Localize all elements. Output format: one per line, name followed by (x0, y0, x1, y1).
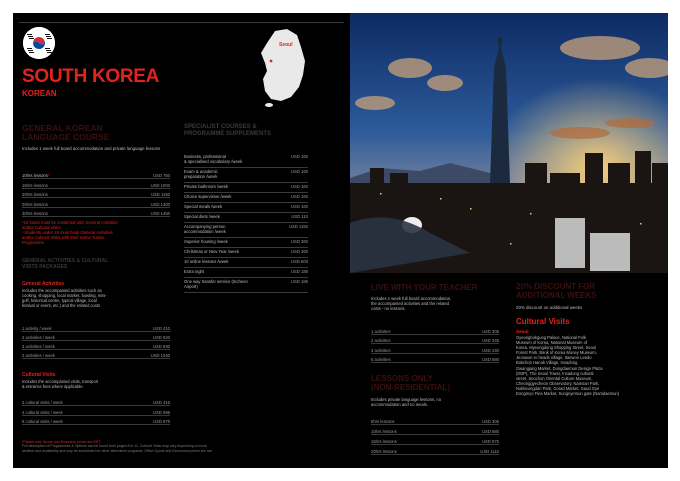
label-text: 5hrs lessons (371, 419, 395, 424)
desc-line: Includes the accompanied activities such as (22, 288, 102, 293)
supplement-label-line: Superior housing /week (184, 239, 228, 244)
course-heading-line: GENERAL KOREAN (22, 123, 103, 133)
supplement-label (184, 194, 231, 202)
price-row (371, 449, 499, 455)
footnote-line: Full description of Programmes & Options can be found from pages 8 to 11. Cultural Visits may vary depending on local (22, 444, 207, 449)
label-text: 3 activities (371, 347, 391, 353)
supplement-label-line: Private bathroom /week (184, 184, 228, 189)
supplement-row (184, 169, 308, 183)
label-text: 2 cultural visits / week (22, 400, 63, 405)
price-row-label (371, 357, 391, 362)
desc-line: Cheonggyecheon Observatory, Namsan Park, (516, 380, 600, 386)
price-row-value: USD 620 (153, 335, 170, 340)
supplement-price: USD 160 (291, 169, 308, 174)
discount-heading-line: 20% DISCOUNT FOR (516, 282, 596, 291)
label-text: 6 cultural visits / week (22, 419, 63, 424)
supplement-row (184, 204, 308, 213)
price-row-label (22, 410, 63, 415)
price-row-label (371, 348, 391, 353)
price-row-label (22, 419, 63, 424)
price-row (371, 429, 499, 435)
label-text: 15hrs lessons (22, 182, 48, 188)
price-row (371, 419, 499, 425)
price-row-label (22, 353, 55, 358)
supplement-label-line: preparation /week (184, 174, 218, 179)
note-line: and/or Cultural Visits with their Home Tuition (22, 235, 105, 240)
price-row-value: USD 580 (482, 429, 499, 434)
supplement-label (184, 154, 242, 167)
cultural-city: Seoul (516, 329, 529, 334)
price-row (22, 419, 170, 425)
label-text: 30hrs lessons (22, 211, 48, 216)
course-notes (22, 220, 182, 245)
desc-line: Includes the accompanied visits, transport (22, 379, 99, 384)
supplement-label-line: Christmas or New Year /week (184, 249, 239, 254)
price-row-label (22, 211, 48, 216)
price-row-label (371, 338, 391, 343)
desc-line: accommodation and no meals. (371, 402, 429, 408)
price-row (22, 326, 170, 332)
price-row (22, 353, 170, 359)
price-row-label (371, 429, 397, 434)
price-row-value: USD 1150 (150, 192, 170, 197)
price-row (22, 211, 170, 217)
price-row-value: USD 440 (482, 347, 499, 353)
price-row-value: USD 830 (153, 344, 170, 349)
price-row-label (22, 192, 48, 197)
supplement-row (184, 194, 308, 203)
label-text: 1 activity / week (22, 326, 52, 331)
label-text: 1 activities (371, 329, 391, 334)
price-row-value: USD 410 (153, 326, 170, 331)
cultural-visits-desc (22, 379, 172, 389)
price-row-label (22, 335, 55, 340)
desc-line: (DDP), The Seoul Tower, Insadong cultural (516, 370, 594, 376)
price-row (22, 335, 170, 341)
price-row-value: USD 1040 (150, 353, 170, 358)
lessons-only-desc (371, 397, 521, 407)
live-with-teacher-heading: LIVE WITH YOUR TEACHER (371, 283, 478, 292)
label-text: 3 activities / week (22, 344, 55, 349)
price-row (371, 348, 499, 354)
price-row-label (371, 329, 391, 334)
desc-line: Dongmyo Flea Market, Sungnyemun gate (Namdaemun) (516, 391, 620, 397)
price-row-value: USD 750 (153, 173, 170, 178)
desc-line: & entrance fees where applicable. (22, 384, 84, 389)
cultural-visits-heading: Cultural Visits (516, 317, 570, 326)
supplement-price: USD 360 (291, 239, 308, 244)
note-line: *10 hours must be combined with General Activities (22, 220, 118, 225)
course-desc: Includes 1 week full board accommodation and private language lessons (22, 146, 161, 151)
packages-heading-line: VISITS PACKAGES (22, 264, 68, 270)
desc-line: Gwangjang Market, Dongdaemun Design Plaza (516, 365, 603, 371)
label-text: 10hrs lessons (371, 429, 397, 434)
price-row-label (22, 344, 55, 349)
korea-map-icon (253, 27, 313, 111)
price-row (371, 357, 499, 363)
note-line: ¹ Students under 18 must book General Activities (22, 230, 113, 235)
label-text: 25hrs lessons (22, 201, 48, 207)
price-row-value: USD 875 (482, 439, 499, 444)
price-row-value: USD 345 (482, 338, 499, 344)
price-row-label (371, 419, 395, 424)
supplement-label (184, 204, 222, 212)
note-marker: * (47, 173, 50, 178)
price-row-label (22, 326, 52, 331)
supplement-price: USD 360 (291, 249, 308, 254)
general-activities-desc (22, 288, 172, 308)
price-row (22, 173, 170, 179)
supplement-label (184, 184, 228, 192)
desc-line: Korea, Myeongdong Shopping Street, Seoul (516, 345, 597, 351)
supplement-price: USD 1150 (288, 224, 308, 229)
supplements-heading (184, 124, 271, 138)
top-rule (19, 22, 344, 23)
label-text: 4 cultural visits / week (22, 409, 63, 415)
lessons-only-heading-line: (NON-RESIDENTIAL) (371, 382, 451, 392)
supplement-label-line: Accompanying person (184, 224, 226, 229)
footnote-line: weather and availability and may be substituted for other alternative programs. Office Sports and Excursions prices are net (22, 448, 212, 453)
supplement-label (184, 214, 220, 222)
supplement-row (184, 269, 308, 278)
desc-line: Includes private language lessons, no (371, 397, 442, 402)
desc-line: cooking, shopping, local market, bowling, mini- (22, 293, 107, 298)
supplement-label-line: Business, professional (184, 154, 226, 159)
footnote-line: *Please note Sports and Excursion prices are NET. (22, 440, 101, 444)
supplement-label-line: & specialised vocabulary /week (184, 159, 243, 164)
price-row (371, 329, 499, 335)
supplement-label (184, 239, 228, 247)
supplement-price: USD 600 (291, 259, 308, 264)
supplement-label-line: Special diets /week (184, 214, 220, 219)
supplement-row (184, 249, 308, 258)
price-row-value: USD 695 (153, 409, 170, 415)
note-line: Programme. (22, 240, 46, 245)
teacher-desc (371, 296, 521, 312)
supplement-row (184, 279, 308, 293)
price-row-value: USD 1110 (480, 449, 499, 454)
supplement-label-line: One way transfer service (Incheon (184, 279, 248, 284)
desc-line: Includes 1 week full board accommodation, (371, 296, 452, 301)
price-row-label (371, 449, 397, 454)
price-row (22, 344, 170, 350)
brochure-page (13, 13, 668, 468)
supplement-price: USD 160 (291, 184, 308, 189)
supplement-label (184, 259, 228, 267)
price-row-label (22, 173, 49, 178)
price-row-value: USD 580 (482, 356, 499, 362)
flag-icon (23, 27, 55, 59)
supplement-label (184, 249, 239, 257)
label-text: 10hrs lessons (22, 173, 48, 178)
supplement-label (184, 224, 226, 237)
desc-line: the accompanied activities and the related (371, 301, 450, 307)
supplement-label-line: Exam & academic (184, 169, 218, 174)
supplement-label-line: 10 online lessons /week (184, 259, 229, 264)
price-row-value: USD 975 (153, 419, 170, 424)
seoul-skyline-photo (350, 13, 668, 273)
desc-line: golf, historical centre, typical village, local (22, 298, 97, 303)
desc-line: festival or event, etc.) and the related costs (22, 303, 101, 308)
supplement-price: USD 185 (291, 269, 308, 274)
note-line: and/or Cultural Visits (22, 225, 61, 230)
desc-line: Bukchon Hanok Village, Insadong (516, 360, 578, 366)
supplement-row (184, 184, 308, 193)
lessons-only-heading (371, 375, 450, 392)
desc-line: Jeonwon-ro heads village, Itaewon Leedo (516, 355, 592, 361)
supplement-label (184, 269, 204, 277)
label-text: 20hrs lessons (371, 449, 397, 454)
supplement-row (184, 214, 308, 223)
price-row-value: USD 1450 (150, 211, 170, 216)
desc-line: Museum of Korea, National Museum of (516, 340, 587, 346)
price-row-label (371, 439, 397, 444)
price-row-value: USD 415 (153, 400, 170, 405)
supplement-label-line: Special meals /week (184, 204, 223, 209)
label-text: 2 activities (371, 338, 391, 344)
label-text: 4 activities / week (22, 353, 55, 358)
price-row-label (22, 202, 48, 207)
discount-heading (516, 283, 597, 300)
price-row (22, 400, 170, 406)
supplement-label (184, 169, 218, 182)
price-row (371, 439, 499, 445)
supplement-label-line: Extra night (184, 269, 205, 274)
price-row-value: USD 1000 (150, 182, 170, 188)
supplements-heading-line: SPECIALIST COURSES & (184, 124, 257, 130)
desc-line: costs - no lessons. (371, 306, 406, 312)
discount-heading-line: ADDITIONAL WEEKS (516, 290, 597, 300)
supplement-price: USD 160 (291, 194, 308, 199)
course-heading (22, 124, 172, 142)
label-text: 15hrs lessons (371, 439, 397, 444)
desc-line: Forest Park, Bank of Korea Money Museum, (516, 350, 597, 356)
supplements-heading-line: PROGRAMME SUPPLEMENTS (184, 131, 272, 137)
label-text: 5 activities (371, 356, 391, 362)
country-title: SOUTH KOREA (22, 66, 160, 87)
supplement-price: USD 160 (291, 204, 308, 209)
desc-line: Nokbeongdan Park, Gorad Market, Gaud Gye (516, 385, 600, 391)
packages-heading (22, 258, 108, 270)
price-row-value: USD 305 (482, 329, 499, 334)
map-city-label: Seoul (279, 42, 293, 48)
supplement-row (184, 259, 308, 268)
price-row (22, 183, 170, 189)
desc-line: Gyeongbokgung Palace, National Folk (516, 335, 586, 340)
discount-sub: 20% discount on additional weeks (516, 305, 583, 310)
general-activities-title: General Activities (22, 281, 65, 287)
price-row-value: USD 305 (482, 419, 499, 424)
footnote (22, 440, 342, 453)
supplement-row (184, 154, 308, 168)
supplement-price: USD 160 (291, 154, 308, 159)
supplement-row (184, 224, 308, 238)
cultural-visits-title: Cultural Visits (22, 372, 56, 378)
supplement-label-line: accommodation /week (184, 229, 226, 234)
price-row-label (22, 400, 63, 405)
price-row (22, 192, 170, 198)
supplement-label-line: Choice supervision /week (184, 194, 232, 199)
label-text: 20hrs lessons (22, 192, 48, 197)
cultural-visits-list (516, 335, 662, 396)
supplement-row (184, 239, 308, 248)
language-subtitle: KOREAN (22, 89, 57, 98)
price-row-label (22, 183, 48, 188)
supplement-price: USD 185 (291, 279, 308, 284)
supplement-price: USD 110 (291, 214, 308, 219)
supplement-label (184, 279, 248, 292)
supplement-label-line: Airport) (184, 284, 198, 289)
price-row (22, 410, 170, 416)
price-row (22, 202, 170, 208)
lessons-only-heading-line: LESSONS ONLY (371, 374, 433, 383)
price-row-value: USD 1300 (150, 201, 170, 207)
packages-heading-line: GENERAL ACTIVITIES & CULTURAL (22, 258, 109, 264)
price-row (371, 338, 499, 344)
course-heading-line: LANGUAGE COURSE (22, 132, 110, 142)
desc-line: street, Seochon Oriental Culture Museum, (516, 375, 593, 381)
label-text: 2 activities / week (22, 335, 55, 340)
